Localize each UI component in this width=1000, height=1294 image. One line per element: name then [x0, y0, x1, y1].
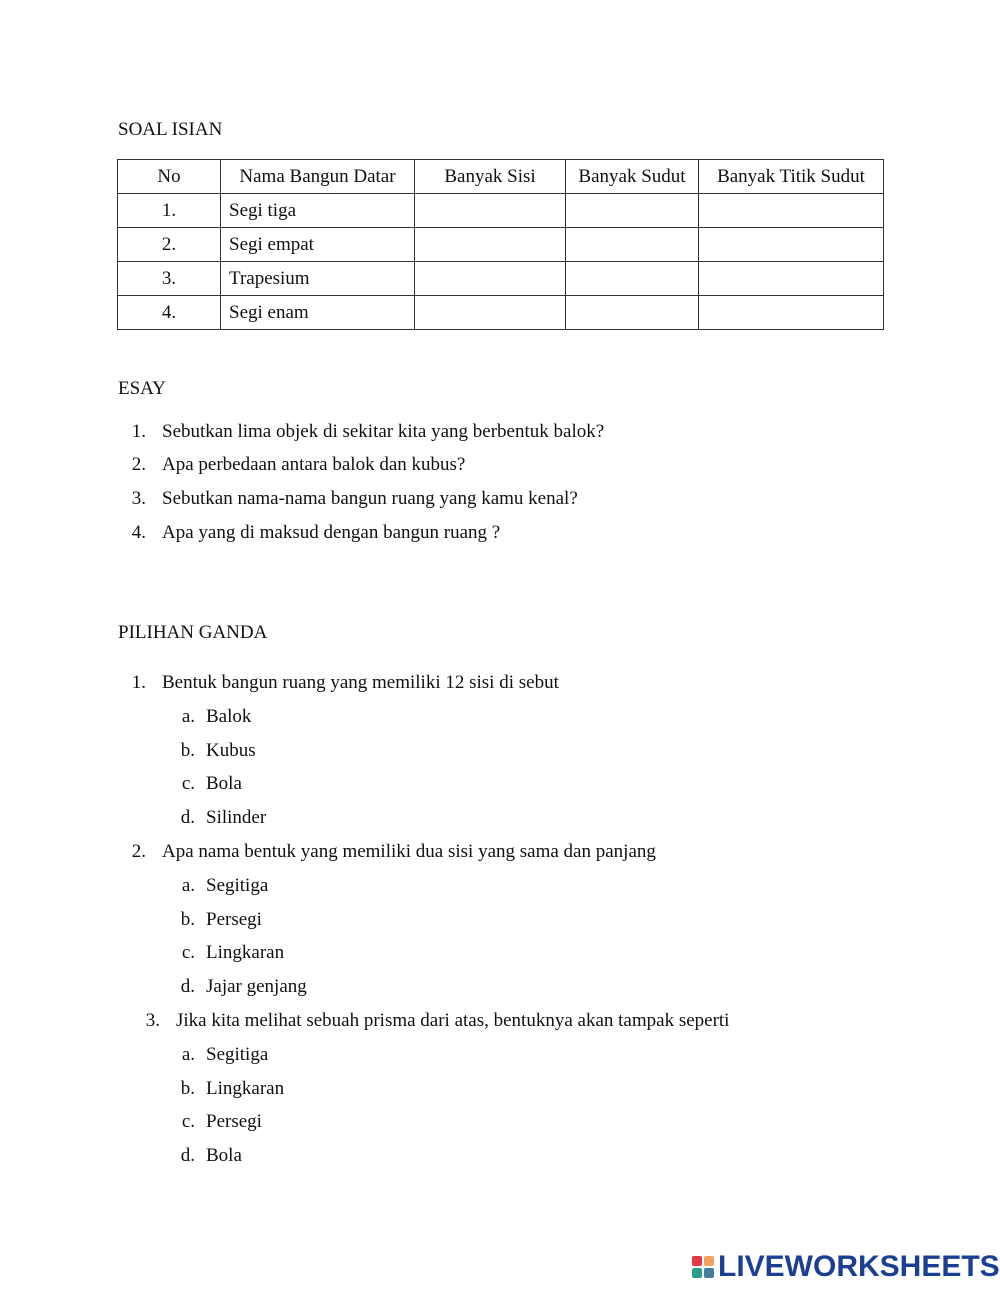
answer-cell-sisi[interactable]: [415, 296, 566, 330]
option-letter: c.: [181, 942, 195, 963]
shape-name: Segi enam: [221, 296, 415, 330]
answer-cell-titik-sudut[interactable]: [699, 228, 884, 262]
answer-cell-sisi[interactable]: [415, 194, 566, 228]
option-letter: d.: [180, 1145, 195, 1166]
answer-cell-titik-sudut[interactable]: [699, 194, 884, 228]
answer-cell-titik-sudut[interactable]: [699, 262, 884, 296]
brand-name: LIVEWORKSHEETS: [718, 1250, 1000, 1283]
row-number: 2.: [118, 228, 221, 262]
header-banyak-sisi: Banyak Sisi: [415, 160, 566, 194]
option-text: Persegi: [206, 909, 262, 930]
question-number: 3.: [145, 1010, 160, 1031]
question-text: Sebutkan nama-nama bangun ruang yang kamu kenal?: [162, 488, 578, 509]
answer-cell-sudut[interactable]: [566, 296, 699, 330]
mark-tile: [692, 1268, 702, 1278]
row-number: 1.: [118, 194, 221, 228]
row-number: 4.: [118, 296, 221, 330]
option-letter: c.: [181, 1111, 195, 1132]
option-letter: c.: [181, 773, 195, 794]
question-text: Apa nama bentuk yang memiliki dua sisi yang sama dan panjang: [162, 841, 656, 862]
header-banyak-sudut: Banyak Sudut: [566, 160, 699, 194]
option-letter: a.: [181, 875, 195, 896]
question-number: 3.: [131, 488, 146, 509]
table-row: [118, 296, 884, 330]
section-title-soal-isian: SOAL ISIAN: [118, 119, 223, 140]
answer-cell-sudut[interactable]: [566, 262, 699, 296]
mark-tile: [704, 1268, 714, 1278]
option-text: Bola: [206, 1145, 242, 1166]
shape-name: Segi tiga: [221, 194, 415, 228]
fill-in-table: [117, 159, 884, 330]
liveworksheets-logo: [692, 1250, 1000, 1284]
shape-name: Segi empat: [221, 228, 415, 262]
option-text: Persegi: [206, 1111, 262, 1132]
option-text: Segitiga: [206, 875, 269, 896]
option-letter: b.: [180, 1078, 195, 1099]
table-row: [118, 262, 884, 296]
section-title-pilihan-ganda: PILIHAN GANDA: [118, 622, 268, 643]
question-number: 1.: [131, 421, 146, 442]
question-text: Bentuk bangun ruang yang memiliki 12 sisi di sebut: [162, 672, 559, 693]
row-number: 3.: [118, 262, 221, 296]
answer-cell-sisi[interactable]: [415, 228, 566, 262]
question-text: Apa yang di maksud dengan bangun ruang ?: [162, 522, 501, 543]
header-banyak-titik-sudut: Banyak Titik Sudut: [699, 160, 884, 194]
option-letter: a.: [181, 706, 195, 727]
option-letter: d.: [180, 976, 195, 997]
answer-cell-sudut[interactable]: [566, 194, 699, 228]
table-row: [118, 194, 884, 228]
option-letter: a.: [181, 1044, 195, 1065]
option-letter: b.: [180, 740, 195, 761]
answer-cell-titik-sudut[interactable]: [699, 296, 884, 330]
shape-name: Trapesium: [221, 262, 415, 296]
question-number: 1.: [131, 672, 146, 693]
table-row: [118, 228, 884, 262]
question-number: 2.: [131, 841, 146, 862]
option-text: Lingkaran: [206, 942, 285, 963]
answer-cell-sudut[interactable]: [566, 228, 699, 262]
question-text: Sebutkan lima objek di sekitar kita yang berbentuk balok?: [162, 421, 605, 442]
liveworksheets-mark-icon: [692, 1256, 714, 1278]
option-text: Lingkaran: [206, 1078, 285, 1099]
answer-cell-sisi[interactable]: [415, 262, 566, 296]
option-letter: b.: [180, 909, 195, 930]
mark-tile: [704, 1256, 714, 1266]
question-text: Jika kita melihat sebuah prisma dari atas, bentuknya akan tampak seperti: [176, 1010, 730, 1031]
option-text: Balok: [206, 706, 252, 727]
mark-tile: [692, 1256, 702, 1266]
table-header-row: [118, 160, 884, 194]
option-text: Jajar genjang: [206, 976, 307, 997]
question-number: 2.: [131, 454, 146, 475]
header-nama-bangun-datar: Nama Bangun Datar: [221, 160, 415, 194]
option-text: Silinder: [206, 807, 267, 828]
header-no: No: [118, 160, 221, 194]
question-text: Apa perbedaan antara balok dan kubus?: [162, 454, 466, 475]
option-text: Segitiga: [206, 1044, 269, 1065]
option-text: Bola: [206, 773, 242, 794]
option-text: Kubus: [206, 740, 256, 761]
option-letter: d.: [180, 807, 195, 828]
section-title-essay: ESAY: [118, 378, 166, 399]
question-number: 4.: [131, 522, 146, 543]
